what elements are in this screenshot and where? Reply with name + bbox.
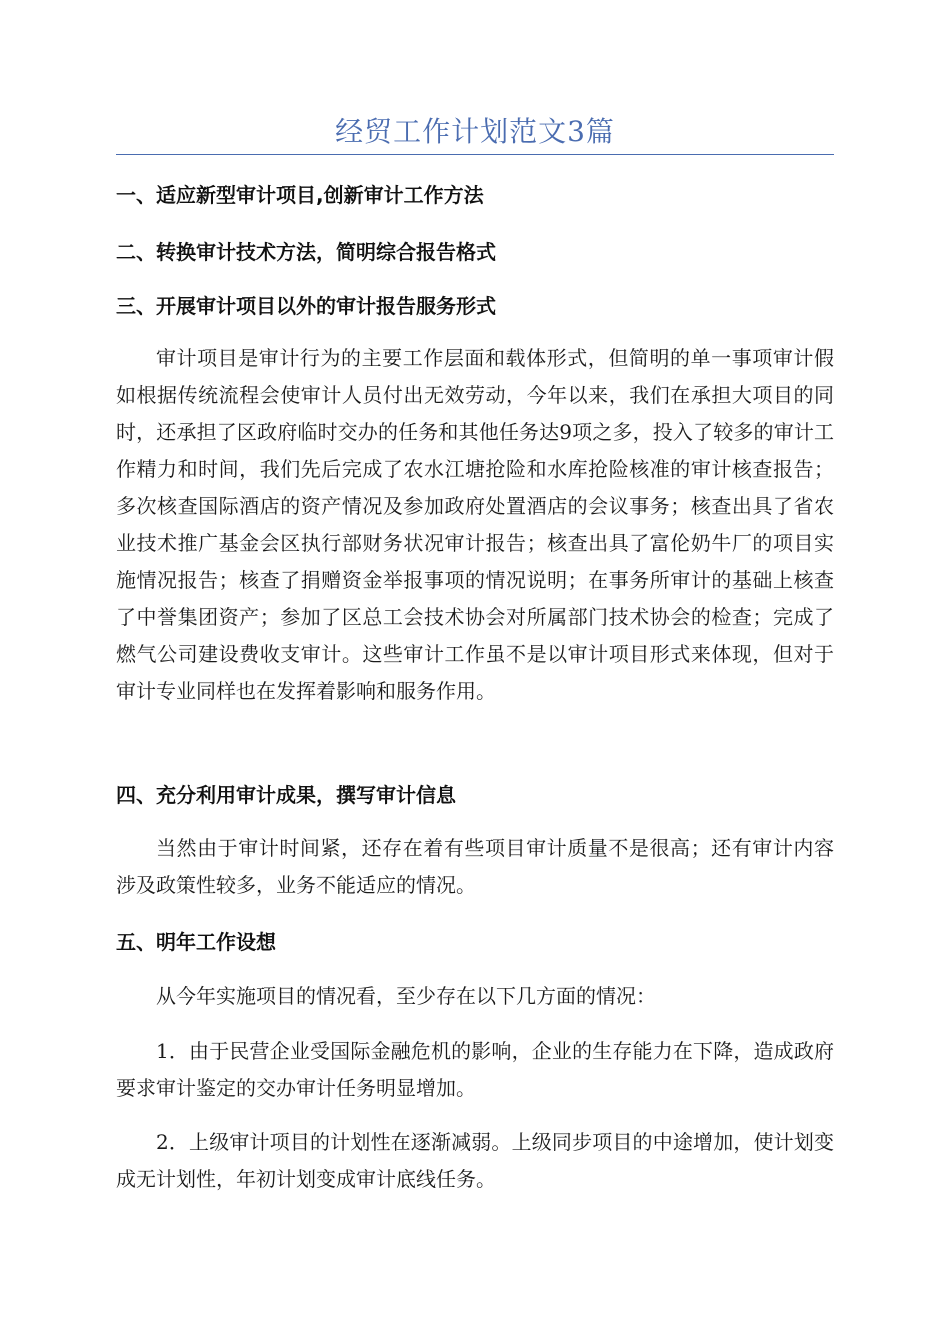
section-4-paragraph: 当然由于审计时间紧，还存在着有些项目审计质量不是很高；还有审计内容涉及政策性较多，业务不能适应的情况。 — [116, 836, 834, 897]
section-heading-1: 一、适应新型审计项目,创新审计工作方法 — [116, 183, 484, 207]
document-title: 经贸工作计划范文3篇 — [335, 115, 615, 148]
title-underline — [116, 154, 834, 155]
section-5-paragraph-3: 2．上级审计项目的计划性在逐渐减弱。上级同步项目的中途增加，使计划变成无计划性，年初计划变成审计底线任务。 — [116, 1130, 834, 1191]
section-3-paragraph: 审计项目是审计行为的主要工作层面和载体形式，但简明的单一事项审计假如根据传统流程会使审计人员付出无效劳动，今年以来，我们在承担大项目的同时，还承担了区政府临时交办的任务和其他任务达9项之多，投入了较多的审计工作精力和时间，我们先后完成了农水江塘抢险和水库抢险核准的审计核查报告；多次核查国际酒店的资产情况及参加政府处置酒店的会议事务；核查出具了省农业技术推广基金会区执行部财务状况审计报告；核查出具了富伦奶牛厂的项目实施情况报告；核查了捐赠资金举报事项的情况说明；在事务所审计的基础上核查了中誉集团资产；参加了区总工会技术协会对所属部门技术协会的检查；完成了燃气公司建设费收支审计。这些审计工作虽不是以审计项目形式来体现，但对于审计专业同样也在发挥着影响和服务作用。 — [116, 346, 834, 703]
section-heading-2: 二、转换审计技术方法，简明综合报告格式 — [116, 240, 496, 264]
section-heading-4: 四、充分利用审计成果，撰写审计信息 — [116, 783, 456, 807]
section-heading-5: 五、明年工作设想 — [116, 930, 276, 954]
section-5-paragraph-2: 1．由于民营企业受国际金融危机的影响，企业的生存能力在下降，造成政府要求审计鉴定的交办审计任务明显增加。 — [116, 1039, 834, 1100]
section-heading-3: 三、开展审计项目以外的审计报告服务形式 — [116, 294, 496, 318]
section-5-paragraph-1: 从今年实施项目的情况看，至少存在以下几方面的情况： — [156, 984, 656, 1008]
